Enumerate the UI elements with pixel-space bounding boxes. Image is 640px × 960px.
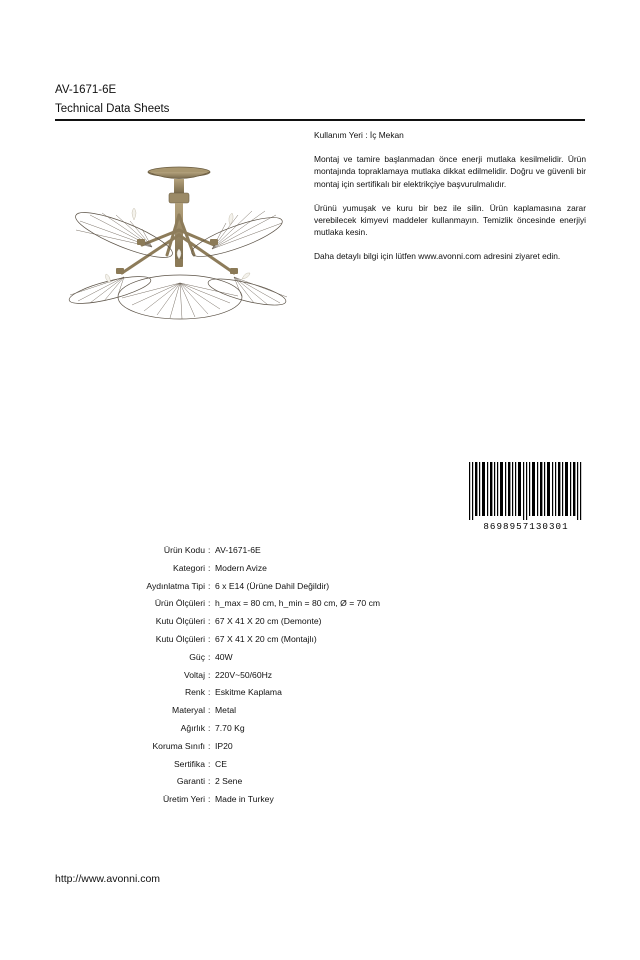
spec-value: 67 X 41 X 20 cm (Montajlı): [215, 633, 317, 644]
spec-value: 2 Sene: [215, 776, 243, 787]
spec-separator: :: [208, 758, 211, 769]
spec-value: Modern Avize: [215, 562, 267, 573]
spec-separator: :: [208, 776, 211, 787]
barcode-bars: [469, 462, 581, 520]
spec-label: Kutu Ölçüleri: [155, 616, 205, 627]
spec-value: AV-1671-6E: [215, 545, 261, 555]
spec-separator: :: [208, 598, 211, 609]
spec-label: Üretim Yeri: [162, 794, 205, 805]
spec-separator: :: [208, 705, 211, 716]
spec-label: Renk: [184, 687, 205, 698]
spec-separator: :: [208, 722, 211, 733]
spec-label: Ağırlık: [180, 722, 205, 733]
spec-label: Aydınlatma Tipi: [146, 580, 205, 591]
spec-separator: :: [208, 669, 211, 680]
spec-separator: :: [208, 687, 211, 698]
spec-label: Materyal: [172, 705, 205, 716]
usage-text: Kullanım Yeri : İç Mekan: [314, 130, 404, 140]
spec-label: Voltaj: [183, 669, 205, 680]
care-text: Ürünü yumuşak ve kuru bir bez ile silin. Ürün kaplamasına zarar verebilecek kimyevi maddeler kullanmayın. Temizlik öncesinde enerjiyi mutlaka kesin.: [314, 202, 586, 238]
spec-label: Güç: [189, 651, 205, 662]
spec-separator: :: [208, 580, 211, 591]
barcode: [467, 462, 585, 532]
spec-label: Ürün Ölçüleri: [154, 598, 205, 609]
info-panel: [314, 129, 586, 275]
document-subtitle: Technical Data Sheets: [55, 103, 170, 115]
spec-separator: :: [208, 562, 211, 573]
more-info-text: Daha detaylı bilgi için lütfen www.avonni.com adresini ziyaret edin.: [314, 251, 561, 262]
spec-value: Made in Turkey: [215, 794, 274, 805]
spec-value: CE: [215, 758, 227, 769]
spec-separator: :: [208, 545, 211, 555]
barcode-number: 8698957130301: [483, 521, 569, 532]
chandelier-image: [62, 155, 294, 325]
spec-value: 67 X 41 X 20 cm (Demonte): [215, 616, 322, 627]
spec-value: Metal: [215, 705, 237, 716]
spec-value: 6 x E14 (Ürüne Dahil Değildir): [215, 580, 330, 591]
spec-separator: :: [208, 616, 211, 627]
spec-separator: :: [208, 794, 211, 805]
website-url: http://www.avonni.com: [55, 873, 161, 885]
spec-label: Kutu Ölçüleri: [155, 633, 205, 644]
header-divider: [55, 119, 585, 121]
spec-label: Ürün Kodu: [163, 545, 205, 555]
spec-value: Eskitme Kaplama: [215, 687, 282, 698]
spec-label: Koruma Sınıfı: [152, 740, 205, 751]
spec-value: h_max = 80 cm, h_min = 80 cm, Ø = 70 cm: [215, 598, 381, 609]
spec-value: 40W: [215, 651, 233, 662]
spec-separator: :: [208, 633, 211, 644]
product-code-title: AV-1671-6E: [55, 84, 117, 96]
spec-value: 220V~50/60Hz: [215, 669, 273, 680]
spec-value: IP20: [215, 740, 233, 751]
spec-separator: :: [208, 651, 211, 662]
spec-separator: :: [208, 740, 211, 751]
safety-text: Montaj ve tamire başlanmadan önce enerji mutlaka kesilmelidir. Ürün montajında topraklamaya mutlaka dikkat edilmelidir. Doğru ve güvenli bir montaj için sertifikalı bir elektrikçiye başvurulmalıdır.: [314, 154, 586, 189]
spec-label: Garanti: [176, 776, 205, 787]
spec-label: Sertifika: [173, 758, 205, 769]
spec-value: 7.70 Kg: [215, 722, 245, 733]
spec-label: Kategori: [172, 562, 205, 573]
